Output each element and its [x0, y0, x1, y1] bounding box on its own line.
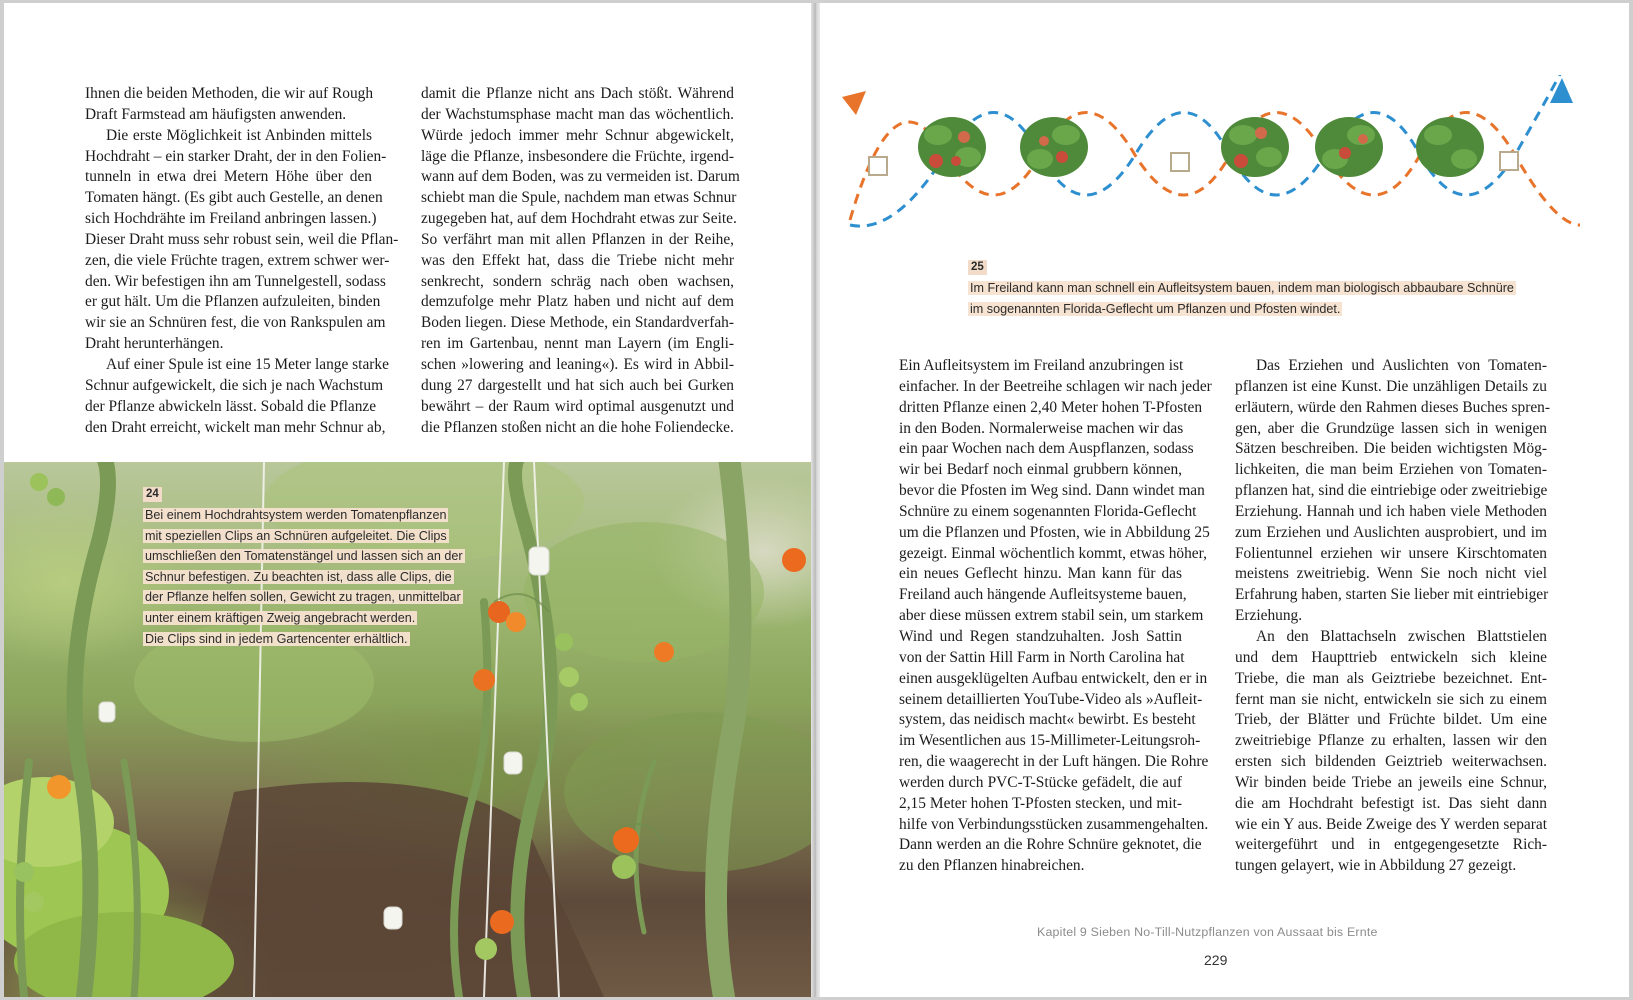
right-text-column-1 — [899, 356, 1212, 877]
caption-text: Bei einem Hochdrahtsystem werden Tomatenpflanzen — [145, 508, 447, 522]
text-line: bewährt – der Raum wird optimal ausgenutzt und — [421, 397, 734, 415]
text-line: tungen gelayert, wie in Abbildung 27 gezeigt. — [1235, 857, 1517, 875]
text-line: die am Hochdraht befestigt ist. Das sieht dann — [1235, 794, 1547, 812]
text-line: lichkeiten, die man beim Erziehen von Tomaten- — [1235, 461, 1547, 479]
text-line: einen ausgeklügelten Aufbau entwickelt, den er in — [899, 669, 1208, 687]
paragraph — [85, 355, 389, 438]
text-line: ersten sich bildenden Geiztrieb weiterwachsen. — [1235, 753, 1547, 771]
chapter-footer: Kapitel 9 Sieben No-Till-Nutzpflanzen von Aussaat bis Ernte — [1037, 925, 1378, 939]
text-line: Freiland auch hängende Aufleitsysteme bauen, — [899, 586, 1187, 604]
text-line: werden durch PVC-T-Stücke gefädelt, die auf — [899, 773, 1182, 791]
text-line: wir bei Bedarf noch einmal grubbern können, — [899, 461, 1182, 479]
left-text-column-1 — [85, 84, 399, 438]
text-line: gen, aber die Grundzüge lassen sich in wenigen — [1235, 419, 1547, 437]
text-line: Die erste Möglichkeit ist Anbinden mittels — [106, 126, 372, 144]
figure-25-caption — [968, 256, 1528, 319]
text-line: und dem Haupttrieb entwickeln sich kleine — [1235, 648, 1547, 666]
text-line: er gut hält. Um die Pflanzen aufzuleiten, binden — [85, 293, 381, 311]
text-line: im Wesentlichen aus 15-Millimeter-Leitungsroh- — [899, 732, 1201, 750]
caption-text: Im Freiland kann man schnell ein Aufleitsystem bauen, indem man biologisch abbaubare Schnüre — [970, 281, 1514, 295]
caption-line — [968, 278, 1528, 299]
left-page — [4, 3, 815, 997]
text-line: Folientunnel erziehen wir unsere Kirschtomaten — [1235, 544, 1547, 562]
figure-24-number: 24 — [143, 487, 162, 502]
paragraph — [1235, 627, 1547, 877]
post-icon — [869, 157, 887, 175]
caption-text: Die Clips sind in jedem Gartencenter erhältlich. — [145, 631, 408, 646]
text-line: meistens zweitriebig. Wenn Sie noch nicht viel — [1235, 565, 1547, 583]
text-line: schen »lowering and leaning«). Es wird in Abbil- — [421, 355, 734, 373]
text-line: Wind und Regen standzuhalten. Josh Sattin — [899, 627, 1182, 645]
blue-arrow-icon — [1550, 78, 1573, 103]
text-line: einfacher. In der Beetreihe schlagen wir nach jeder — [899, 377, 1212, 395]
orange-arrow-icon — [842, 91, 866, 115]
text-line: So verfährt man mit allen Pflanzen in der Reihe, — [421, 230, 734, 248]
caption-text: umschließen den Tomatenstängel und lassen sich an der — [145, 549, 463, 564]
caption-line — [143, 629, 483, 650]
text-line: Würde jedoch immer mehr Schnur abgewickelt, — [421, 126, 734, 144]
text-line: den. Wir befestigen ihn am Tunnelgestell, sodass — [85, 272, 386, 290]
caption-text: mit speziellen Clips an Schnüren aufgeleitet. Die Clips — [145, 528, 447, 543]
text-line: Erziehung. Hannah und ich haben viele Methoden — [1235, 502, 1547, 520]
text-line: der Pflanze abwickeln lässt. Sobald die Pflanze — [85, 397, 377, 415]
text-line: Dann werden an die Rohre Schnüre geknotet, die — [899, 836, 1202, 854]
caption-line — [143, 546, 483, 567]
caption-line — [143, 505, 483, 526]
post-icon — [1500, 152, 1518, 170]
text-line: Erziehung. — [1235, 607, 1303, 625]
text-line: Triebe, die man als Geiztriebe bezeichnet. Ent- — [1235, 669, 1547, 687]
text-line: Wir binden beide Triebe an jeweils eine Schnur, — [1235, 773, 1547, 791]
text-line: der Wachstumsphase macht man das wöchentlich. — [421, 105, 734, 123]
left-text-column-2 — [421, 84, 740, 438]
text-line: Ihnen die beiden Methoden, die wir auf Rough — [85, 85, 374, 102]
text-line: dritten Pflanze einen 2,40 Meter hohen T-Pfosten — [899, 398, 1203, 416]
text-line: schiebt man die Spule, nachdem man etwas Schnur — [421, 189, 737, 207]
text-line: aber diese müssen extrem stabil sein, um starkem — [899, 607, 1204, 625]
text-line: An den Blattachseln zwischen Blattstielen — [1256, 627, 1547, 645]
text-line: damit die Pflanze nicht ans Dach stößt. Während — [421, 85, 734, 102]
text-line: wann auf dem Boden, was zu vermeiden ist. Darum — [421, 168, 740, 186]
paragraph — [421, 84, 740, 438]
text-line: ren, die waagerecht in der Luft hängen. Die Rohre — [899, 753, 1209, 771]
text-line: von der Sattin Hill Farm in North Carolina hat — [899, 648, 1185, 666]
right-text-column-2 — [1235, 356, 1550, 877]
paragraph — [85, 84, 372, 126]
text-line: bevor die Pfosten im Weg sind. Dann windet man — [899, 482, 1205, 500]
text-line: Das Erziehen und Auslichten von Tomaten- — [1256, 357, 1547, 374]
caption-line — [143, 608, 483, 629]
paragraph — [85, 126, 399, 355]
text-line: zweitriebige Pflanze zu erhalten, lassen wir den — [1235, 732, 1547, 750]
text-line: sich Hochdrähte im Freiland anbringen lassen.) — [85, 210, 377, 228]
text-line: hilfe von Verbindungsstücken zusammengehalten. — [899, 815, 1209, 833]
text-line: wie ein Y aus. Beide Zweige des Y werden separat — [1235, 815, 1547, 833]
text-line: um die Pflanzen und Pfosten, wie in Abbildung 25 — [899, 523, 1210, 541]
text-line: pflanzen ist eine Kunst. Die unzähligen Details zu — [1235, 377, 1547, 395]
page-number: 229 — [1204, 952, 1228, 968]
caption-line — [143, 526, 483, 547]
text-line: Trieb, der Blätter und Früchte bildet. Um eine — [1235, 711, 1547, 729]
text-line: tunneln in etwa drei Metern Höhe über den — [85, 168, 372, 186]
figure-25-number: 25 — [968, 260, 987, 275]
text-line: gezeigt. Einmal wöchentlich kommt, etwas höher, — [899, 544, 1207, 562]
text-line: läge die Pflanze, insbesondere die Früchte, irgend- — [421, 147, 734, 165]
text-line: dung 27 dargestellt und hat sich auch bei Gurken — [421, 376, 734, 394]
florida-weave-diagram — [840, 75, 1600, 245]
text-line: zugegeben hat, auf dem Hochdraht etwas zur Seite. — [421, 210, 737, 228]
caption-text: unter einem kräftigen Zweig angebracht werden. — [145, 610, 416, 625]
text-line: Schnüre zu einem sogenannten Florida-Geflecht — [899, 502, 1197, 520]
text-line: Draht herunterhängen. — [85, 335, 224, 353]
caption-text: Schnur befestigen. Zu beachten ist, dass alle Clips, die — [145, 569, 452, 584]
text-line: erläutern, würde den Rahmen dieses Buches spren- — [1235, 398, 1550, 416]
text-line: zum Erziehen und Auslichten ausprobiert, und im — [1235, 523, 1547, 541]
paragraph — [1235, 356, 1550, 627]
right-page — [820, 3, 1629, 997]
text-line: Erfahrung haben, starten Sie lieber mit eintriebiger — [1235, 586, 1549, 604]
text-line: Hochdraht – ein starker Draht, der in den Folien- — [85, 147, 387, 165]
text-line: ein paar Wochen nach dem Auspflanzen, sodass — [899, 440, 1194, 458]
text-line: in den Boden. Normalerweise machen wir das — [899, 419, 1184, 437]
text-line: ein neues Geflecht hinzu. Man kann für das — [899, 565, 1182, 583]
text-line: die Pflanzen stoßen nicht an die hohe Foliendecke. — [421, 418, 734, 436]
text-line: Tomaten hängt. (Es gibt auch Gestelle, an denen — [85, 189, 383, 207]
text-line: Auf einer Spule ist eine 15 Meter lange starke — [106, 355, 389, 373]
text-line: Schnur aufgewickelt, die sich je nach Wachstum — [85, 376, 384, 394]
text-line: pflanzen hat, sind die eintriebige oder zweitriebige — [1235, 482, 1548, 500]
text-line: demzufolge mehr Platz haben und nicht auf dem — [421, 293, 734, 311]
text-line: Sätzen beschreiben. Die beiden wichtigsten Mög- — [1235, 440, 1547, 458]
text-line: Ein Aufleitsystem im Freiland anzubringen ist — [899, 357, 1184, 374]
post-icon — [1171, 153, 1189, 171]
caption-line — [968, 299, 1528, 320]
text-line: was den Effekt hat, dass die Triebe nicht mehr — [421, 251, 734, 269]
text-line: weitergeführt und in entgegengesetzte Rich- — [1235, 836, 1547, 854]
text-line: wir sie an Schnüren fest, die von Rankspulen am — [85, 314, 386, 332]
text-line: 2,15 Meter hohen T-Pfosten stecken, und mit- — [899, 794, 1182, 812]
text-line: Draft Farmstead am häufigsten anwenden. — [85, 105, 347, 123]
caption-line — [143, 567, 483, 588]
caption-text: der Pflanze helfen sollen, Gewicht zu tragen, unmittelbar — [145, 590, 461, 605]
text-line: zen, die viele Früchte tragen, extrem schwer wer- — [85, 251, 390, 269]
caption-text: im sogenannten Florida-Geflecht um Pflanzen und Pfosten windet. — [970, 301, 1341, 316]
text-line: Dieser Draht muss sehr robust sein, weil die Pflan- — [85, 230, 399, 248]
text-line: fernt man sie nicht, entwickeln sie sich zu einem — [1235, 690, 1547, 708]
caption-line — [143, 587, 483, 608]
paragraph — [899, 356, 1212, 877]
text-line: seinem detaillierten YouTube-Video als »Aufleit- — [899, 690, 1203, 708]
figure-24-caption — [143, 483, 483, 649]
text-line: den Draht erreicht, wickelt man mehr Schnur ab, — [85, 418, 386, 436]
text-line: zu den Pflanzen hinabreichen. — [899, 857, 1085, 875]
text-line: Boden liegen. Diese Methode, ein Standardverfah- — [421, 314, 734, 332]
text-line: ren im Gartenbau, nennt man Layern (im Engli- — [421, 335, 734, 353]
tomato-photo — [4, 462, 815, 997]
text-line: senkrecht, sondern schräg nach oben wachsen, — [421, 272, 734, 290]
tomato-plant-icon — [918, 117, 1484, 177]
text-line: system, das neidisch macht« bewirbt. Es besteht — [899, 711, 1196, 729]
